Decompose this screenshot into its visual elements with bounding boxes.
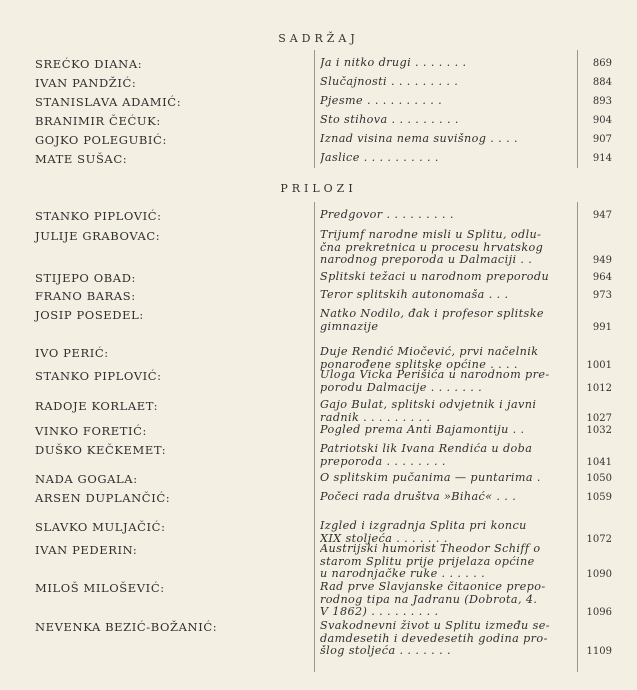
entry-title-line: gimnazije [320,320,379,333]
entry-author: RADOJE KORLAET: [35,399,159,413]
entry-author: SREĆKO DIANA: [35,57,143,71]
section-heading: SADRŽAJ [278,32,359,45]
entry-title-line: Rad prve Slavjanske čitaonice prepo- [320,581,546,593]
entry-page-number: 1096 [586,607,612,618]
entry-title-line: u narodnjačke ruke . . . . . . [320,568,486,580]
entry-title-line: O splitskim pučanima — puntarima . [320,472,541,484]
entry-page-number: 1012 [586,382,612,394]
toc-entry [0,520,637,545]
entry-title-line: Pjesme . . . . . . . . . . [320,95,443,107]
entry-title-line: Izgled i izgradnja Splita pri koncu [320,520,527,532]
toc-entry [0,95,637,109]
entry-title-line: ponarođene splitske općine . . . . [320,358,518,371]
toc-entry [0,308,637,333]
entry-title-line: V 1862) . . . . . . . . . [320,606,439,618]
toc-entry [0,346,637,371]
toc-entry [0,152,637,166]
entry-author: NADA GOGALA: [35,472,138,486]
toc-entry [0,57,637,71]
entry-title[interactable] [320,114,585,127]
entry-author: IVAN PANDŽIĆ: [35,76,137,90]
entry-author: DUŠKO KEČKEMET: [35,443,167,457]
toc-entry [0,229,637,266]
column-rule [314,202,315,672]
entry-title[interactable] [320,346,585,371]
entry-title-line: Patriotski lik Ivana Rendića u doba [320,443,533,455]
entry-title-line: Slučajnosti . . . . . . . . . [320,76,459,88]
toc-entry [0,581,637,618]
column-rule [577,202,578,672]
toc-entry [0,133,637,147]
entry-author: BRANIMIR ČEĆUK: [35,114,161,128]
section-heading: PRILOZI [280,182,357,195]
entry-page-number: 947 [592,210,612,221]
entry-page-number: 1090 [586,569,612,580]
entry-author: IVO PERIĆ: [35,346,109,360]
entry-author: IVAN PEDERIN: [35,543,138,557]
entry-page-number: 884 [592,77,612,88]
entry-title[interactable] [320,308,585,333]
entry-title[interactable] [320,76,585,89]
entry-title[interactable] [320,443,585,468]
entry-author: JULIJE GRABOVAC: [35,229,161,243]
toc-entry [0,289,637,303]
entry-title-line: čna prekretnica u procesu hrvatskog [320,241,544,254]
entry-title-line: Duje Rendić Miočević, prvi načelnik [320,346,539,358]
entry-title-line: Jaslice . . . . . . . . . . [320,152,439,164]
entry-title[interactable] [320,289,585,302]
entry-page-number: 1001 [586,359,612,371]
entry-title-line: Pogled prema Anti Bajamontiju . . [320,424,525,436]
entry-author: JOSIP POSEDEL: [35,308,144,322]
entry-author: ARSEN DUPLANČIĆ: [35,491,171,505]
entry-page-number: 949 [592,255,612,266]
entry-title[interactable] [320,57,585,70]
entry-page-number: 1050 [586,473,612,484]
entry-title[interactable] [320,472,585,485]
entry-title-line: Natko Nodilo, đak i profesor splitske [320,308,544,320]
entry-title-line: preporoda . . . . . . . . [320,455,446,468]
entry-page-number: 1109 [586,646,612,657]
entry-title-line: Ja i nitko drugi . . . . . . . [320,57,467,69]
entry-title-line: Svakodnevni život u Splitu između se- [320,620,550,632]
entry-author: STIJEPO OBAD: [35,271,136,285]
entry-title[interactable] [320,229,585,267]
entry-page-number: 1041 [586,456,612,468]
entry-title[interactable] [320,271,585,284]
entry-title[interactable] [320,95,585,108]
entry-author: VINKO FORETIĆ: [35,424,148,438]
entry-title-line: šlog stoljeća . . . . . . . [320,645,451,657]
entry-title[interactable] [320,369,585,394]
toc-entry [0,443,637,468]
entry-title[interactable] [320,491,585,504]
entry-title-line: Teror splitskih autonomaša . . . [320,289,509,301]
entry-author: MATE SUŠAC: [35,152,128,166]
entry-title[interactable] [320,543,585,581]
toc-entry [0,399,637,424]
entry-title[interactable] [320,399,585,424]
entry-title-line: starom Splitu prije prijelaza općine [320,555,535,568]
entry-title-line: Počeci rada društva »Bihać« . . . [320,491,517,503]
toc-entry [0,472,637,486]
entry-title-line: XIX stoljeća . . . . . . . [320,532,448,545]
entry-page-number: 1027 [586,412,612,424]
entry-title[interactable] [320,520,585,545]
entry-page-number: 1032 [586,425,612,436]
entry-title-line: Uloga Vicka Perišića u narodnom pre- [320,369,550,381]
entry-page-number: 907 [592,134,612,145]
entry-title-line: Iznad visina nema suvišnog . . . . [320,133,518,145]
entry-title-line: damdesetih i devedesetih godina pro- [320,632,548,645]
entry-author: STANISLAVA ADAMIĆ: [35,95,182,109]
entry-title[interactable] [320,133,585,146]
column-rule [577,50,578,168]
entry-page-number: 869 [592,58,612,69]
entry-title-line: Splitski težaci u narodnom preporodu [320,271,550,283]
entry-title-line: Austrijski humorist Theodor Schiff o [320,543,541,555]
entry-title[interactable] [320,620,585,658]
entry-title-line: rodnog tipa na Jadranu (Dobrota, 4. [320,593,538,606]
toc-entry [0,620,637,657]
toc-entry [0,491,637,505]
entry-page-number: 991 [592,321,612,333]
entry-title-line: radnik . . . . . . . . . [320,411,431,424]
entry-title-line: Predgovor . . . . . . . . . [320,209,454,221]
entry-page-number: 973 [592,290,612,301]
entry-author: STANKO PIPLOVIĆ: [35,369,162,383]
entry-page-number: 893 [592,96,612,107]
entry-title[interactable] [320,581,585,619]
entry-title[interactable] [320,152,585,165]
entry-author: SLAVKO MULJAČIĆ: [35,520,166,534]
entry-title-line: porodu Dalmacije . . . . . . . [320,381,483,394]
entry-page-number: 964 [592,272,612,283]
entry-author: STANKO PIPLOVIĆ: [35,209,162,223]
entry-page-number: 914 [592,153,612,164]
entry-author: NEVENKA BEZIĆ-BOŽANIĆ: [35,620,218,634]
toc-entry [0,424,637,438]
entry-page-number: 904 [592,115,612,126]
entry-title-line: Gajo Bulat, splitski odvjetnik i javni [320,399,537,411]
toc-entry [0,369,637,394]
entry-title-line: Sto stihova . . . . . . . . . [320,114,459,126]
entry-title-line: narodnog preporoda u Dalmaciji . . [320,254,533,266]
toc-entry [0,114,637,128]
entry-author: FRANO BARAS: [35,289,136,303]
entry-title[interactable] [320,424,585,437]
entry-title-line: Trijumf narodne misli u Splitu, odlu- [320,229,542,241]
toc-entry [0,209,637,223]
entry-page-number: 1072 [586,533,612,545]
column-rule [314,50,315,168]
toc-entry [0,271,637,285]
entry-title[interactable] [320,209,585,222]
entry-author: MILOŠ MILOŠEVIĆ: [35,581,165,595]
entry-author: GOJKO POLEGUBIĆ: [35,133,167,147]
toc-entry [0,543,637,580]
entry-page-number: 1059 [586,492,612,503]
toc-entry [0,76,637,90]
